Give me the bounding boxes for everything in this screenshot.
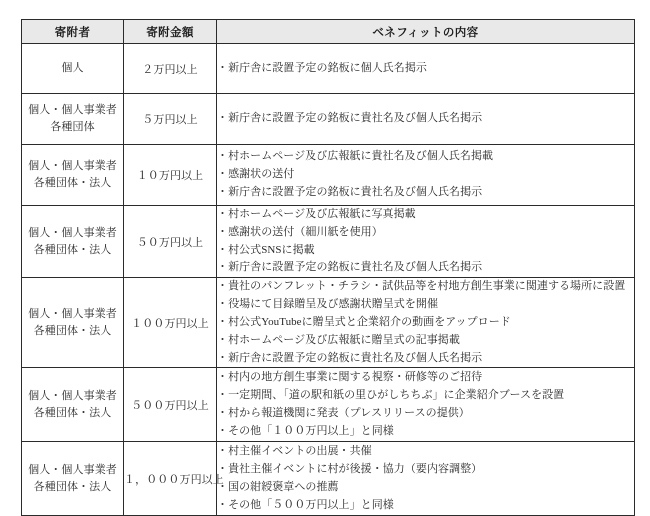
benefit-cell (217, 94, 635, 145)
column-header-donor: 寄附者 (22, 20, 124, 44)
benefit-item: ・ その他「５００万円以上」と同様 (217, 497, 634, 515)
benefit-item: ・ 村内の地方創生事業に関する視察・研修等のご招待 (217, 369, 634, 387)
benefit-item: ・ 新庁舎に設置予定の銘板に貴社名及び個人氏名掲示 (217, 184, 634, 202)
table-header-row (22, 20, 635, 44)
donor-line: 個人・個人事業者 (28, 103, 117, 116)
donor-cell (22, 94, 124, 145)
donor-cell (22, 206, 124, 278)
benefit-list (217, 60, 634, 78)
amount-cell: ５万円以上 (124, 94, 217, 145)
donor-cell (22, 278, 124, 368)
table-body (22, 44, 635, 516)
benefit-cell (217, 278, 635, 368)
benefit-item: ・ 新庁舎に設置予定の銘板に貴社名及び個人氏名掲示 (217, 350, 634, 368)
benefit-cell (217, 442, 635, 516)
table-row (22, 368, 635, 442)
benefit-item: ・ 村ホームページ及び広報紙に貴社名及び個人氏名掲載 (217, 148, 634, 166)
benefit-item: ・ 感謝状の送付 (217, 166, 634, 184)
donor-line: 個人・個人事業者 (28, 159, 117, 172)
donor-cell (22, 44, 124, 94)
table-row (22, 442, 635, 516)
benefit-cell (217, 368, 635, 442)
donor-cell (22, 442, 124, 516)
benefit-list (217, 443, 634, 514)
amount-cell: １０万円以上 (124, 145, 217, 206)
donor-line: 各種団体・法人 (33, 324, 112, 337)
donor-line: 各種団体 (50, 121, 95, 133)
benefit-item: ・ 新庁舎に設置予定の銘板に個人氏名掲示 (217, 60, 634, 78)
table-header (22, 20, 635, 44)
benefit-item: ・ 村ホームページ及び広報紙に贈呈式の記事掲載 (217, 332, 634, 350)
benefit-item: ・ その他「１００万円以上」と同様 (217, 423, 634, 441)
benefit-item: ・ 新庁舎に設置予定の銘板に貴社名及び個人氏名掲示 (217, 259, 634, 277)
benefit-item: ・ 村ホームページ及び広報紙に写真掲載 (217, 206, 634, 224)
amount-cell: ２万円以上 (124, 44, 217, 94)
amount-cell: ５０万円以上 (124, 206, 217, 278)
benefit-item: ・ 役場にて目録贈呈及び感謝状贈呈式を開催 (217, 296, 634, 314)
table-row (22, 44, 635, 94)
benefit-item: ・ 村公式SNSに掲載 (217, 242, 634, 260)
benefit-item: ・ 貴社主催イベントに村が後援・協力（要内容調整） (217, 461, 634, 479)
donor-line: 個人・個人事業者 (28, 226, 117, 239)
donor-line: 個人・個人事業者 (28, 389, 117, 402)
donor-line: 各種団体・法人 (33, 406, 112, 419)
amount-cell: １００万円以上 (124, 278, 217, 368)
benefit-item: ・ 新庁舎に設置予定の銘板に貴社名及び個人氏名掲示 (217, 110, 634, 128)
benefit-list (217, 206, 634, 277)
table-row (22, 206, 635, 278)
donor-cell (22, 368, 124, 442)
benefit-table (21, 19, 635, 516)
donor-line: 個人 (61, 61, 84, 74)
benefit-cell (217, 206, 635, 278)
benefit-item: ・ 貴社のパンフレット・チラシ・試供品等を村地方創生事業に関連する場所に設置 (217, 278, 634, 296)
benefit-list (217, 369, 634, 440)
benefit-list (217, 278, 634, 367)
table-row (22, 278, 635, 368)
benefit-item: ・ 一定期間、「道の駅和紙の里ひがしちちぶ」に企業紹介ブースを設置 (217, 387, 634, 405)
donor-line: 各種団体・法人 (33, 177, 112, 189)
benefit-item: ・ 感謝状の送付（細川紙を使用） (217, 224, 634, 242)
donor-line: 各種団体・法人 (33, 480, 112, 493)
amount-cell: １，０００万円以上 (124, 442, 217, 516)
column-header-benefit: ベネフィットの内容 (217, 20, 635, 44)
table-row (22, 94, 635, 145)
benefit-item: ・ 村主催イベントの出展・共催 (217, 443, 634, 461)
benefit-list (217, 110, 634, 128)
donor-line: 個人・個人事業者 (28, 307, 117, 320)
donor-line: 各種団体・法人 (33, 243, 112, 256)
amount-cell: ５００万円以上 (124, 368, 217, 442)
table-row (22, 145, 635, 206)
benefit-item: ・ 村から報道機関に発表（プレスリリースの提供） (217, 405, 634, 423)
benefit-cell (217, 145, 635, 206)
benefit-item: ・ 村公式YouTubeに贈呈式と企業紹介の動画をアップロード (217, 314, 634, 332)
donor-cell (22, 145, 124, 206)
donor-line: 個人・個人事業者 (28, 463, 117, 476)
benefit-item: ・ 国の紺綬褒章への推薦 (217, 479, 634, 497)
column-header-amount: 寄附金額 (124, 20, 217, 44)
benefit-list (217, 148, 634, 201)
benefit-cell (217, 44, 635, 94)
